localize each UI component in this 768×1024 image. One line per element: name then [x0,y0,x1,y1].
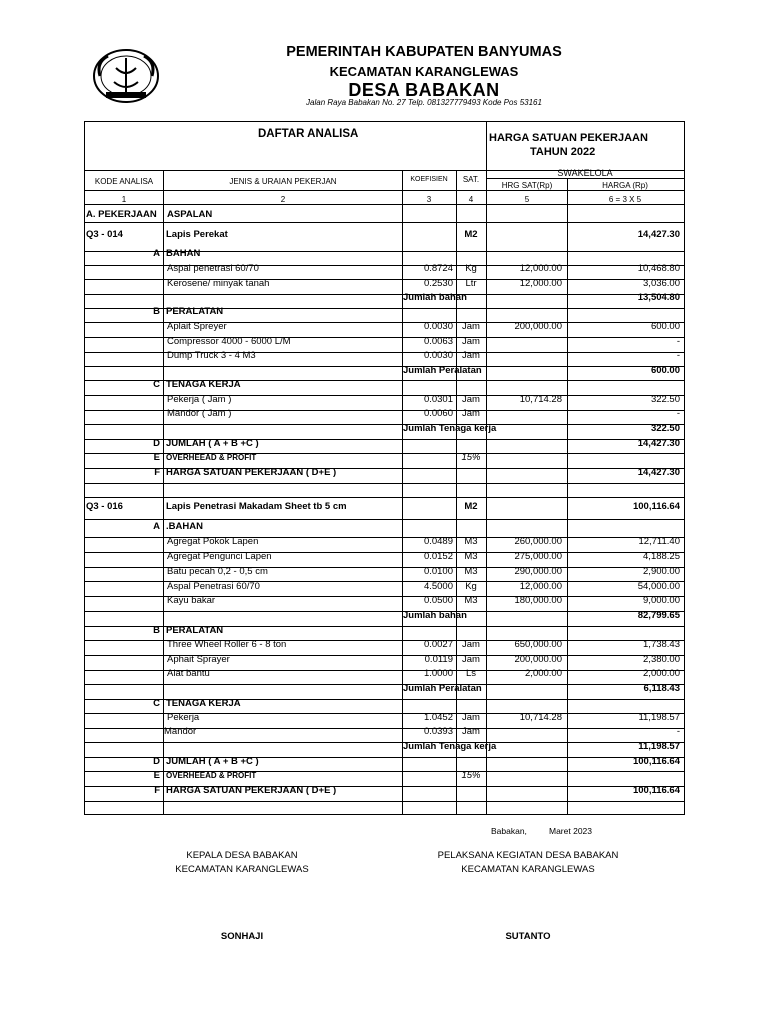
row-unit-price: 2,000.00 [525,668,562,679]
row-subtotal-label: Jumlah Peralatan [403,365,482,376]
footer-left-title: KEPALA DESA BABAKAN [186,850,298,861]
row-unit: Kg [465,581,477,592]
row-coefficient: 1.0452 [423,712,453,723]
row-coefficient: 0.0489 [423,536,453,547]
colnum-1: 1 [121,195,127,204]
row-description: Lapis Perekat [166,229,228,240]
row-coefficient: 0.0152 [423,551,453,562]
row-coefficient: 0.0500 [423,595,453,606]
row-price: 10,468.80 [637,263,680,274]
row-letter: A [153,248,160,259]
row-letter: B [153,625,160,636]
section-code: A. PEKERJAAN [86,209,157,220]
row-description: Aplait Spreyer [167,321,227,332]
row-description: Aspal Penetrasi 60/70 [167,581,260,592]
row-letter: C [153,698,160,709]
row-coefficient: 4.5000 [423,581,453,592]
row-unit: Jam [462,726,480,737]
row-unit-price: 10,714.28 [519,712,562,723]
row-coefficient: 0.0030 [423,350,453,361]
row-description: PERALATAN [166,306,224,317]
col-jenis: JENIS & URAIAN PEKERJAN [229,177,337,186]
row-price: 82,799.65 [637,610,680,621]
row-price: 1,738.43 [643,639,680,650]
col-kode: KODE ANALISA [94,177,154,186]
header-district: KECAMATAN KARANGLEWAS [329,64,519,79]
row-price: 100,116.64 [632,785,680,796]
row-price: 11,198.57 [638,741,680,752]
col-swakelola: SWAKELOLA [557,168,613,178]
row-unit: Jam [462,639,480,650]
row-coefficient: 0.0063 [423,336,453,347]
header-village: DESA BABAKAN [348,80,500,100]
colnum-2: 2 [280,195,286,204]
row-unit-price: 12,000.00 [519,581,562,592]
row-price: 2,900.00 [643,566,680,577]
row-code: Q3 - 016 [86,501,123,512]
row-description: Lapis Penetrasi Makadam Sheet tb 5 cm [166,501,347,512]
row-description: Kayu bakar [167,595,216,606]
section-name: ASPALAN [167,209,213,220]
row-description: TENAGA KERJA [166,379,241,390]
grid-hline [84,519,685,520]
row-price: 3,036.00 [643,278,680,289]
row-price: 100,116.64 [632,756,680,767]
row-coefficient: 0.0393 [423,726,453,737]
row-description: HARGA SATUAN PEKERJAAN ( D+E ) [166,467,337,478]
row-coefficient: 0.0030 [423,321,453,332]
row-unit-price: 10,714.28 [519,394,562,405]
row-letter: D [153,756,160,767]
row-description: Three Wheel Roller 6 - 8 ton [167,639,287,650]
row-coefficient: 0.0301 [423,394,453,405]
row-subtotal-label: Jumlah bahan [403,292,467,303]
grid-hline [84,222,685,223]
row-subtotal-label: Jumlah Peralatan [403,683,482,694]
row-unit: Jam [462,350,480,361]
row-unit-price: 200,000.00 [514,321,562,332]
row-unit: Jam [462,654,480,665]
footer-left-subtitle: KECAMATAN KARANGLEWAS [175,864,309,875]
row-price: 14,427.30 [637,467,680,478]
row-price: 2,380.00 [643,654,680,665]
row-unit: M3 [464,551,478,562]
row-price: 14,427.30 [637,229,680,240]
row-description: Batu pecah 0,2 - 0,5 cm [167,566,268,577]
row-unit-price: 275,000.00 [514,551,562,562]
title-daftar-analisa: DAFTAR ANALISA [258,128,359,140]
colnum-4: 4 [468,195,474,204]
row-letter: F [154,785,160,796]
row-coefficient: 0.0119 [424,654,453,665]
row-description: .BAHAN [166,521,203,532]
row-description: PERALATAN [166,625,224,636]
footer-right-subtitle: KECAMATAN KARANGLEWAS [461,864,595,875]
row-subtotal-label: Jumlah bahan [403,610,467,621]
row-coefficient: 0.0027 [423,639,453,650]
row-description: OVERHEEAD & PROFIT [166,453,257,462]
row-description: HARGA SATUAN PEKERJAAN ( D+E ) [166,785,337,796]
row-price: - [676,350,680,361]
row-description: Mandor ( Jam ) [167,408,232,419]
row-letter: A [153,521,160,532]
row-unit: Ltr [465,278,477,289]
row-price: 54,000.00 [637,581,680,592]
row-description: Aspal penetrasi 60/70 [167,263,259,274]
row-description: Pekerja [167,712,200,723]
col-harga: HARGA (Rp) [602,181,648,190]
row-coefficient: 0.0060 [423,408,453,419]
grid-hline [84,801,685,802]
grid-hline [84,170,685,171]
row-description: Aphait Sprayer [167,654,230,665]
row-unit-price: 290,000.00 [514,566,562,577]
row-unit-price: 12,000.00 [519,263,562,274]
colnum-3: 3 [426,195,432,204]
col-hrg: HRG SAT(Rp) [501,181,553,190]
row-price: 13,504.80 [637,292,680,303]
row-letter: E [153,770,160,781]
row-description: Mandor [164,726,197,737]
grid-vline [163,170,164,815]
row-coefficient: 1.0000 [423,668,453,679]
row-price: - [676,726,680,737]
row-description: Dump Truck 3 - 4 M3 [167,350,256,361]
title-tahun: TAHUN 2022 [530,146,596,158]
row-unit: Jam [462,408,480,419]
title-harga-satuan: HARGA SATUAN PEKERJAAN [489,132,648,144]
row-unit: Ls [465,668,477,679]
row-price: 600.00 [650,321,680,332]
row-percent: 15% [461,770,481,781]
row-unit: Jam [462,336,480,347]
row-letter: E [153,452,160,463]
footer-right-title: PELAKSANA KEGIATAN DESA BABAKAN [437,850,619,861]
grid-hline [84,497,685,498]
header-address: Jalan Raya Babakan No. 27 Telp. 081327779493 Kode Pos 53161 [306,98,542,107]
row-price: 100,116.64 [632,501,680,512]
row-price: 2,000.00 [643,668,680,679]
row-coefficient: 0.0100 [423,566,453,577]
row-unit: M2 [464,229,478,240]
grid-hline [487,178,685,179]
row-unit-price: 200,000.00 [514,654,562,665]
row-description: Alat bantu [167,668,210,679]
row-unit-price: 180,000.00 [514,595,562,606]
row-unit: Kg [465,263,477,274]
row-unit: Jam [462,712,480,723]
footer-left-signatory: SONHAJI [220,931,264,942]
row-unit-price: 12,000.00 [519,278,562,289]
row-unit: Jam [462,394,480,405]
row-code: Q3 - 014 [86,229,123,240]
row-description: Agregat Pokok Lapen [167,536,259,547]
row-description: Agregat Pengunci Lapen [167,551,272,562]
row-price: 322.50 [650,394,680,405]
grid-vline [486,121,487,170]
row-price: 14,427.30 [637,438,680,449]
row-letter: F [154,467,160,478]
row-unit-price: 260,000.00 [514,536,562,547]
row-description: Kerosene/ minyak tanah [167,278,270,289]
colnum-5: 5 [524,195,530,204]
row-description: OVERHEEAD & PROFIT [166,771,257,780]
grid-hline [84,483,685,484]
row-description: Pekerja ( Jam ) [167,394,232,405]
footer-place: Babakan, [491,826,527,836]
row-price: 9,000.00 [643,595,680,606]
row-coefficient: 0.2530 [423,278,453,289]
row-description: BAHAN [166,248,201,259]
row-description: JUMLAH ( A + B +C ) [166,438,259,449]
col-koef: KOEFISIEN [410,176,448,183]
row-price: 322.50 [650,423,680,434]
header-regency: PEMERINTAH KABUPATEN BANYUMAS [286,44,562,60]
row-unit: M2 [464,501,478,512]
row-description: TENAGA KERJA [166,698,241,709]
row-price: 6,118.43 [643,683,680,694]
colnum-6: 6 = 3 X 5 [608,195,642,204]
row-letter: C [153,379,160,390]
row-price: - [676,408,680,419]
row-unit-price: 650,000.00 [514,639,562,650]
row-price: 4,188.25 [643,551,680,562]
row-description: Compressor 4000 - 6000 L/M [167,336,291,347]
row-price: 12,711.40 [638,536,680,547]
row-subtotal-label: Jumlah Tenaga kerja [403,741,497,752]
row-letter: D [153,438,160,449]
row-letter: B [153,306,160,317]
row-price: - [676,336,680,347]
row-price: 11,198.57 [638,712,680,723]
row-unit: M3 [464,536,478,547]
row-description: JUMLAH ( A + B +C ) [166,756,259,767]
row-percent: 15% [461,452,481,463]
row-price: 600.00 [650,365,680,376]
row-unit: M3 [464,595,478,606]
footer-right-signatory: SUTANTO [505,931,551,942]
row-unit: Jam [462,321,480,332]
row-unit: M3 [464,566,478,577]
row-coefficient: 0.8724 [423,263,453,274]
footer-date: Maret 2023 [549,826,592,836]
row-subtotal-label: Jumlah Tenaga kerja [403,423,497,434]
col-sat: SAT. [462,175,480,184]
